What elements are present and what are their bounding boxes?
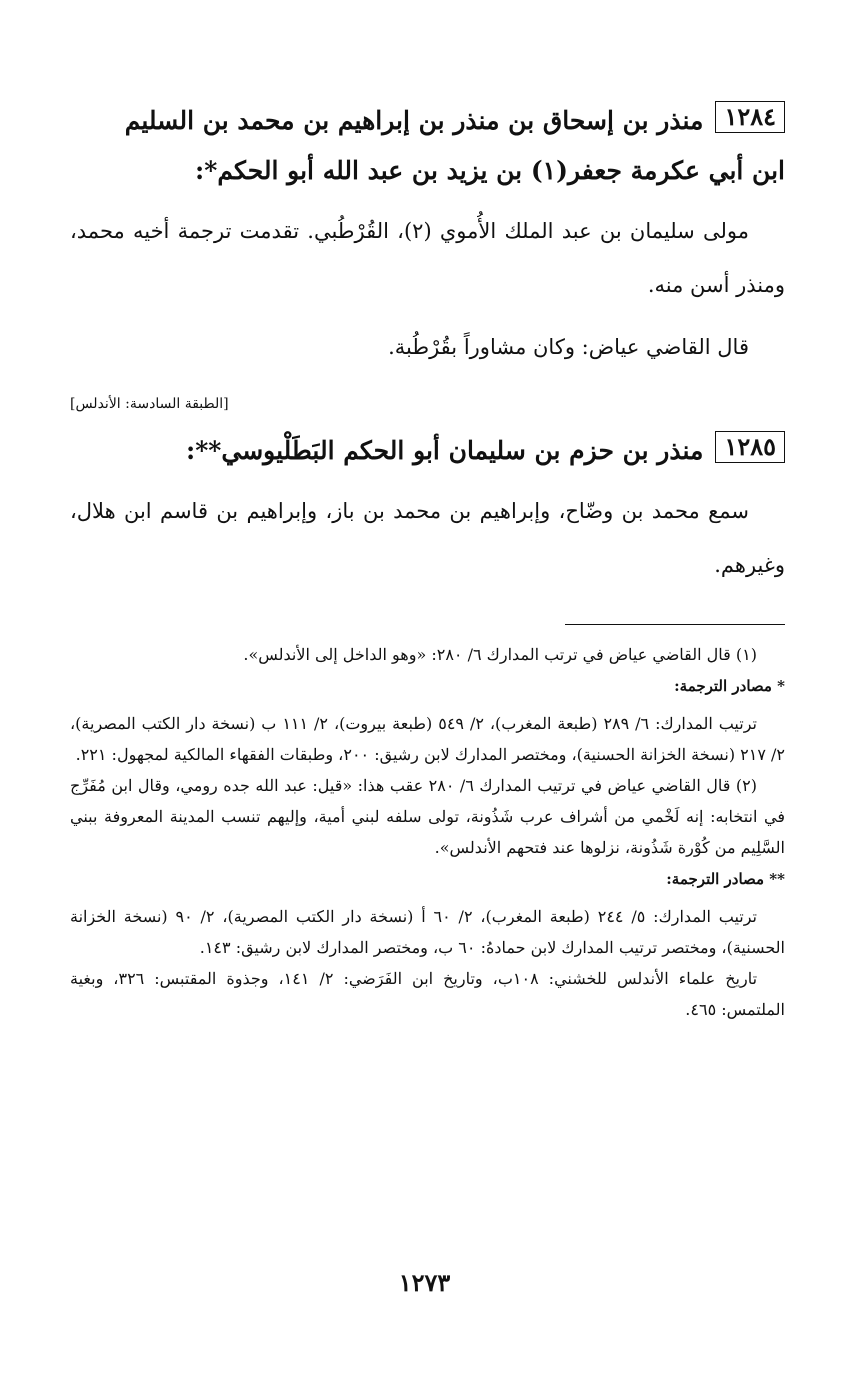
entry-1285-paragraph-1: سمع محمد بن وضّاح، وإبراهيم بن محمد بن باز، وإبراهيم بن قاسم ابن هلال، وغيرهم. [70,499,785,577]
page-number: ١٢٧٣ [398,1268,451,1297]
entry-1285-heading [70,426,785,476]
sources-2b: تاريخ علماء الأندلس للخشني: ١٠٨ب، وتاريخ ابن الفَرَضي: ٢/ ١٤١، وجذوة المقتبس: ٣٢٦، وبغية الملتمس: ٤٦٥. [70,969,785,1019]
entry-number-box: ١٢٨٥ [715,431,785,463]
entry-number-box: ١٢٨٤ [715,101,785,133]
entry-1284-paragraph-1: مولى سليمان بن عبد الملك الأُموي (٢)، القُرْطُبي. تقدمت ترجمة أخيه محمد، ومنذر أسن منه. [70,219,785,297]
entry-1285-title: منذر بن حزم بن سليمان أبو الحكم البَطَلْيوسي**: [186,436,704,465]
footnote-2: (٢) قال القاضي عياض في ترتيب المدارك ٦/ ٢٨٠ عقب هذا: «قيل: عبد الله جده رومي، وقال ابن مُفَرِّج في انتخابه: إنه لَخْمي من أشراف عرب شَذُونة، تولى سلفه لبني أمية، وإليهم تنسب المدينة المعروفة ببني السَّلِيم من كُوْرة شَذُونة، نزلوها عند فتحهم الأندلس». [70,776,785,857]
sources-1-heading: * مصادر الترجمة: [674,677,785,695]
sources-1: ترتيب المدارك: ٦/ ٢٨٩ (طبعة المغرب)، ٢/ ٥٤٩ (طبعة بيروت)، ٢/ ١١١ ب (نسخة دار الكتب المصرية)، ٢/ ٢١٧ (نسخة الخزانة الحسنية)، ومختصر المدارك لابن رشيق: ٢٠٠، وطبقات الفقهاء المالكية لمجهول: ٢٢١. [70,714,785,764]
tabaqa-label [70,396,785,412]
footnote-divider [565,624,785,625]
entry-1284-heading [70,96,785,196]
footnotes [70,639,785,1025]
sources-2a: ترتيب المدارك: ٥/ ٢٤٤ (طبعة المغرب)، ٢/ ٦٠ أ (نسخة دار الكتب المصرية)، ٢/ ٩٠ (نسخة الخزانة الحسنية)، ومختصر ترتيب المدارك لابن حمادهُ: ٦٠ ب، ومختصر المدارك لابن رشيق: ١٤٣. [70,907,785,957]
footnote-1: (١) قال القاضي عياض في ترتب المدارك ٦/ ٢٨٠: «وهو الداخل إلى الأندلس». [243,645,757,664]
page-content [70,96,785,1033]
sources-2-heading: ** مصادر الترجمة: [666,870,785,888]
entry-1284-title-line1: منذر بن إسحاق بن منذر بن إبراهيم بن محمد بن السليم [124,106,704,135]
tabaqa-text: [الطبقة السادسة: الأندلس] [70,396,229,412]
entry-1284-title-line2: ابن أبي عكرمة جعفر(١) بن يزيد بن عبد الله أبو الحكم*: [195,156,785,185]
entry-1284-paragraph-2: قال القاضي عياض: وكان مشاوراً بقُرْطُبة. [388,335,749,359]
